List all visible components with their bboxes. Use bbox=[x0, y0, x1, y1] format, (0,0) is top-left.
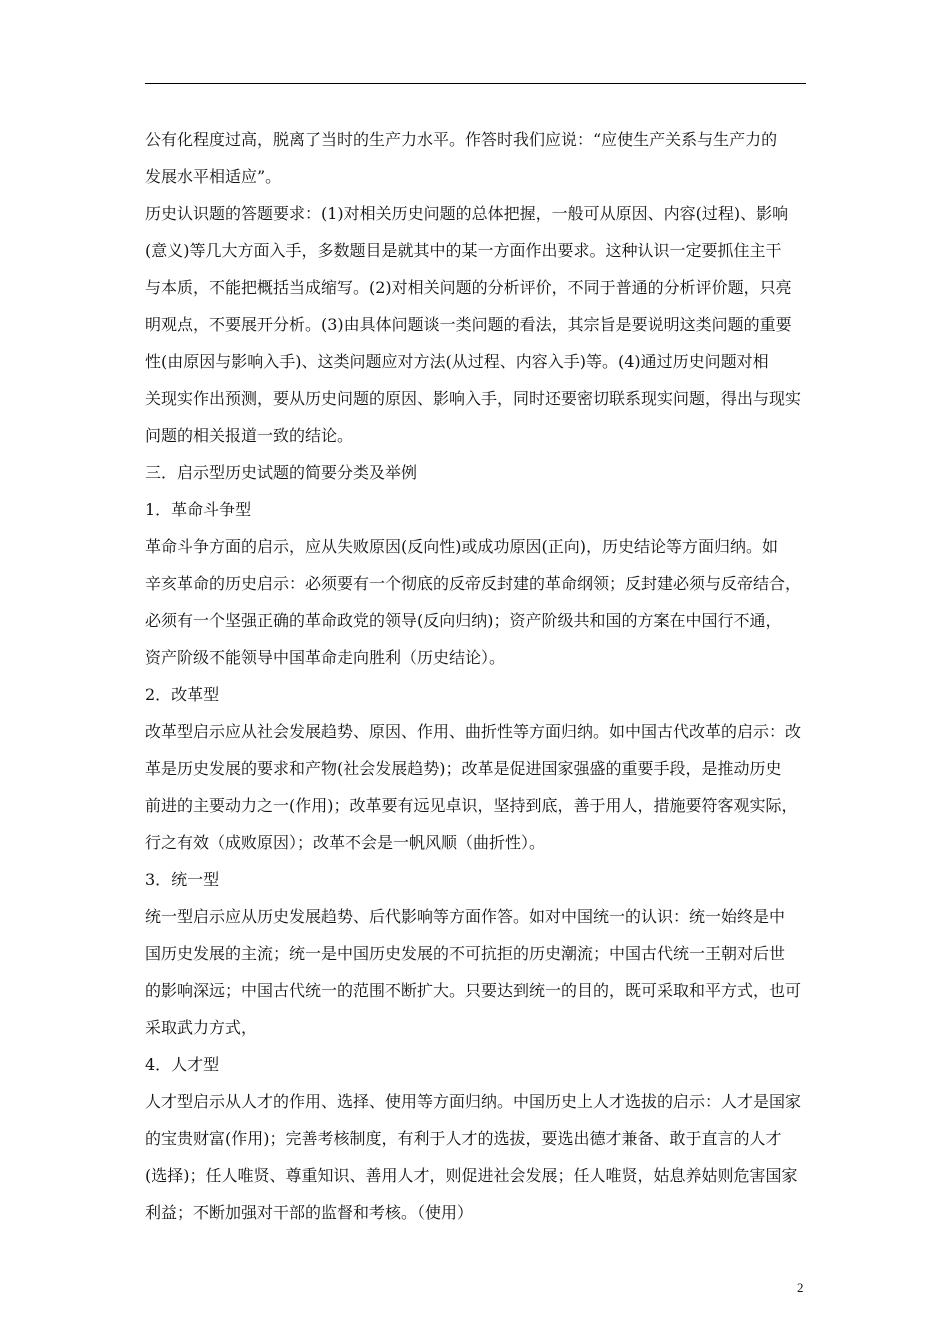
text-line: 关现实作出预测，要从历史问题的原因、影响入手，同时还要密切联系现实问题，得出与现实 bbox=[145, 389, 802, 408]
text-line: 资产阶级不能领导中国革命走向胜利（历史结论）。 bbox=[145, 648, 506, 667]
text-line: 与本质，不能把概括当成缩写。(2)对相关问题的分析评价，不同于普通的分析评价题，只亮 bbox=[145, 278, 792, 297]
text-line: 公有化程度过高，脱离了当时的生产力水平。作答时我们应说：“应使生产关系与生产力的 bbox=[145, 130, 778, 149]
text-line: 历史认识题的答题要求：(1)对相关历史问题的总体把握，一般可从原因、内容(过程)、影响 bbox=[145, 204, 789, 223]
text-line: 革是历史发展的要求和产物(社会发展趋势)；改革是促进国家强盛的重要手段，是推动历史 bbox=[145, 759, 782, 778]
text-line: 人才型启示从人才的作用、选择、使用等方面归纳。中国历史上人才选拔的启示：人才是国家 bbox=[145, 1092, 802, 1111]
document-body bbox=[145, 121, 815, 1231]
text-line: 发展水平相适应”。 bbox=[145, 167, 282, 186]
subsection-heading: 3．统一型 bbox=[145, 870, 220, 889]
header-rule bbox=[145, 83, 806, 84]
text-line: 问题的相关报道一致的结论。 bbox=[145, 426, 354, 445]
text-line: 必须有一个坚强正确的革命政党的领导(反向归纳)；资产阶级共和国的方案在中国行不通， bbox=[145, 611, 782, 630]
text-line: (选择)；任人唯贤、尊重知识、善用人才，则促进社会发展；任人唯贤，姑息养姑则危害国家 bbox=[145, 1166, 798, 1185]
page-number: 2 bbox=[797, 1280, 804, 1295]
text-line: 的影响深远；中国古代统一的范围不断扩大。只要达到统一的目的，既可采取和平方式，也可 bbox=[145, 981, 802, 1000]
text-line: 性(由原因与影响入手)、这类问题应对方法(从过程、内容入手)等。(4)通过历史问题对相 bbox=[145, 352, 769, 371]
text-line: 行之有效（成败原因）；改革不会是一帆风顺（曲折性）。 bbox=[145, 833, 546, 852]
subsection-heading: 1．革命斗争型 bbox=[145, 500, 252, 519]
text-line: 采取武力方式， bbox=[145, 1018, 258, 1037]
text-line: 前进的主要动力之一(作用)；改革要有远见卓识，坚持到底，善于用人，措施要符客观实际， bbox=[145, 796, 798, 815]
section-heading: 三．启示型历史试题的简要分类及举例 bbox=[145, 463, 418, 482]
text-line: 改革型启示应从社会发展趋势、原因、作用、曲折性等方面归纳。如中国古代改革的启示：改 bbox=[145, 722, 802, 741]
text-line: (意义)等几大方面入手，多数题目是就其中的某一方面作出要求。这种认识一定要抓住主干 bbox=[145, 241, 782, 260]
text-line: 的宝贵财富(作用)；完善考核制度，有利于人才的选拔，要选出德才兼备、敢于直言的人才 bbox=[145, 1129, 782, 1148]
text-line: 国历史发展的主流；统一是中国历史发展的不可抗拒的历史潮流；中国古代统一王朝对后世 bbox=[145, 944, 786, 963]
text-line: 辛亥革命的历史启示：必须要有一个彻底的反帝反封建的革命纲领；反封建必须与反帝结合， bbox=[145, 574, 802, 593]
text-line: 统一型启示应从历史发展趋势、后代影响等方面作答。如对中国统一的认识：统一始终是中 bbox=[145, 907, 786, 926]
subsection-heading: 2．改革型 bbox=[145, 685, 220, 704]
text-line: 利益；不断加强对干部的监督和考核。（使用） bbox=[145, 1203, 474, 1222]
subsection-heading: 4．人才型 bbox=[145, 1055, 220, 1074]
text-line: 明观点，不要展开分析。(3)由具体问题谈一类问题的看法，其宗旨是要说明这类问题的重要 bbox=[145, 315, 792, 334]
text-line: 革命斗争方面的启示，应从失败原因(反向性)或成功原因(正向)，历史结论等方面归纳。如 bbox=[145, 537, 778, 556]
